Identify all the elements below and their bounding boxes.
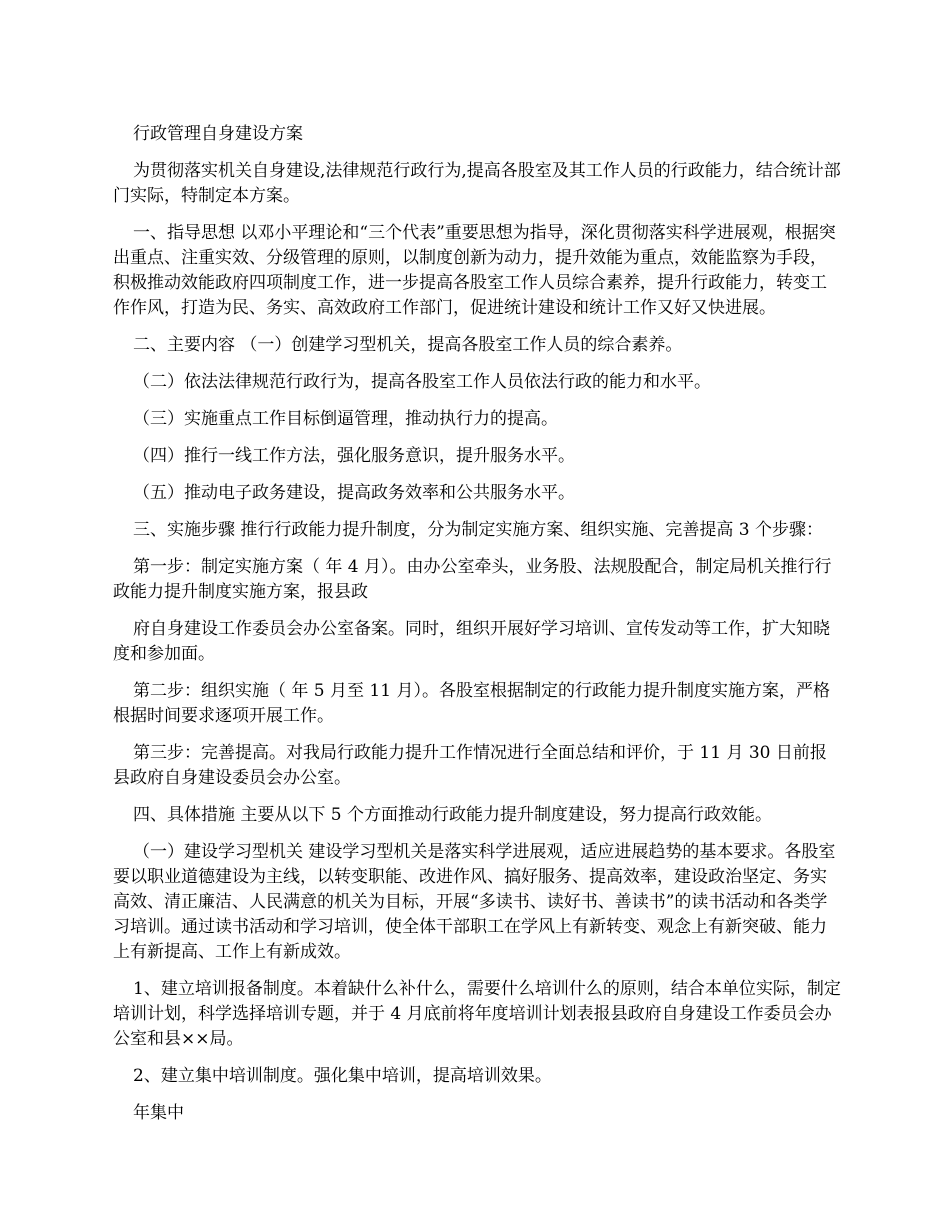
step-2-paragraph: 第二步：组织实施（ 年 5 月至 11 月）。各股室根据制定的行政能力提升制度实施方案，严格根据时间要求逐项开展工作。 bbox=[113, 681, 830, 726]
step-3-paragraph: 第三步：完善提高。对我局行政能力提升工作情况进行全面总结和评价，于 11 月 30 日前报县政府自身建设委员会办公室。 bbox=[113, 743, 827, 788]
step-1-continued-paragraph: 府自身建设工作委员会办公室备案。同时，组织开展好学习培训、宣传发动等工作，扩大知晓度和参加面。 bbox=[113, 619, 830, 664]
section-4-paragraph: 四、具体措施 主要从以下 5 个方面推动行政能力提升制度建设，努力提高行政效能。 bbox=[133, 805, 773, 825]
document-body bbox=[113, 122, 841, 1138]
content-item-4: （四）推行一线工作方法，强化服务意识，提升服务水平。 bbox=[133, 446, 575, 466]
trailing-fragment: 年集中 bbox=[133, 1103, 184, 1123]
section-3-paragraph: 三、实施步骤 推行行政能力提升制度，分为制定实施方案、组织实施、完善提高 3 个步骤： bbox=[133, 520, 824, 540]
section-2-paragraph: 二、主要内容 （一）创建学习型机关，提高各股室工作人员的综合素养。 bbox=[133, 335, 683, 355]
measure-1-paragraph: （一）建设学习型机关 建设学习型机关是落实科学进展观，适应进展趋势的基本要求。各股室要以职业道德建设为主线，以转变职能、改进作风、搞好服务、提高效率，建设政治坚定、务实高效、清正廉洁、人民满意的机关为目标，开展“多读书、读好书、善读书”的读书活动和各类学习培训。通过读书活动和学习培训，使全体干部职工在学风上有新转变、观念上有新突破、能力上有新提高、工作上有新成效。 bbox=[113, 842, 836, 962]
content-item-5: （五）推动电子政务建设，提高政务效率和公共服务水平。 bbox=[133, 483, 575, 503]
content-item-2: （二）依法法律规范行政行为，提高各股室工作人员依法行政的能力和水平。 bbox=[133, 372, 711, 392]
content-item-3: （三）实施重点工作目标倒逼管理，推动执行力的提高。 bbox=[133, 409, 558, 429]
document-title: 行政管理自身建设方案 bbox=[133, 124, 303, 144]
step-1-paragraph: 第一步：制定实施方案（ 年 4 月）。由办公室牵头，业务股、法规股配合，制定局机关推行行政能力提升制度实施方案，报县政 bbox=[113, 557, 832, 602]
section-1-paragraph: 一、指导思想 以邓小平理论和“三个代表”重要思想为指导，深化贯彻落实科学进展观，根据突出重点、注重实效、分级管理的原则，以制度创新为动力，提升效能为重点，效能监察为手段，积极推动效能政府四项制度工作，进一步提高各股室工作人员综合素养，提升行政能力，转变工作作风，打造为民、务实、高效政府工作部门，促进统计建设和统计工作又好又快进展。 bbox=[113, 223, 836, 318]
training-item-1: 1、建立培训报备制度。本着缺什么补什么，需要什么培训什么的原则，结合本单位实际，制定培训计划，科学选择培训专题，并于 4 月底前将年度培训计划表报县政府自身建设工作委员会办公室和县××局。 bbox=[113, 979, 841, 1049]
training-item-2: 2、建立集中培训制度。强化集中培训，提高培训效果。 bbox=[133, 1066, 552, 1086]
intro-paragraph: 为贯彻落实机关自身建设,法律规范行政行为,提高各股室及其工作人员的行政能力，结合统计部门实际，特制定本方案。 bbox=[113, 161, 841, 206]
